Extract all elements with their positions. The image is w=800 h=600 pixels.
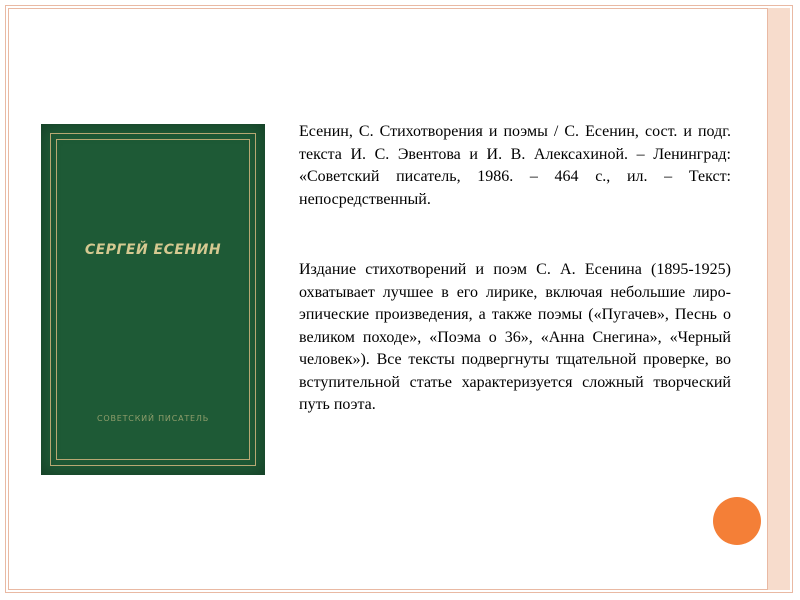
book-cover-image <box>41 124 265 475</box>
decorative-right-band <box>768 8 790 590</box>
book-cover-series: СОВЕТСКИЙ ПИСАТЕЛЬ <box>97 414 209 423</box>
book-frame-inner <box>56 139 250 460</box>
description-text: Издание стихотворений и поэм С. А. Есенина (1895-1925) охватывает лучшее в его лирике, включая небольшие лиро-эпические произведения, а также поэмы («Пугачев», Песнь о великом походе», «Поэма о 36», «Анна Снегина», «Черный человек»). Все тексты подвергнуты тщательной проверке, во вступительной статье характеризуется сложный творческий путь поэта. <box>299 261 731 413</box>
bibliography-text: Есенин, С. Стихотворения и поэмы / С. Есенин, сост. и подг. текста И. С. Эвентова и И. В. Алексахиной. – Ленинград: «Советский писатель, 1986. – 464 с., ил. – Текст: непосредственный. <box>299 123 731 208</box>
book-cover-title: СЕРГЕЙ ЕСЕНИН <box>84 242 222 258</box>
orange-circle-decoration <box>713 497 761 545</box>
decorative-band-line <box>767 8 768 590</box>
